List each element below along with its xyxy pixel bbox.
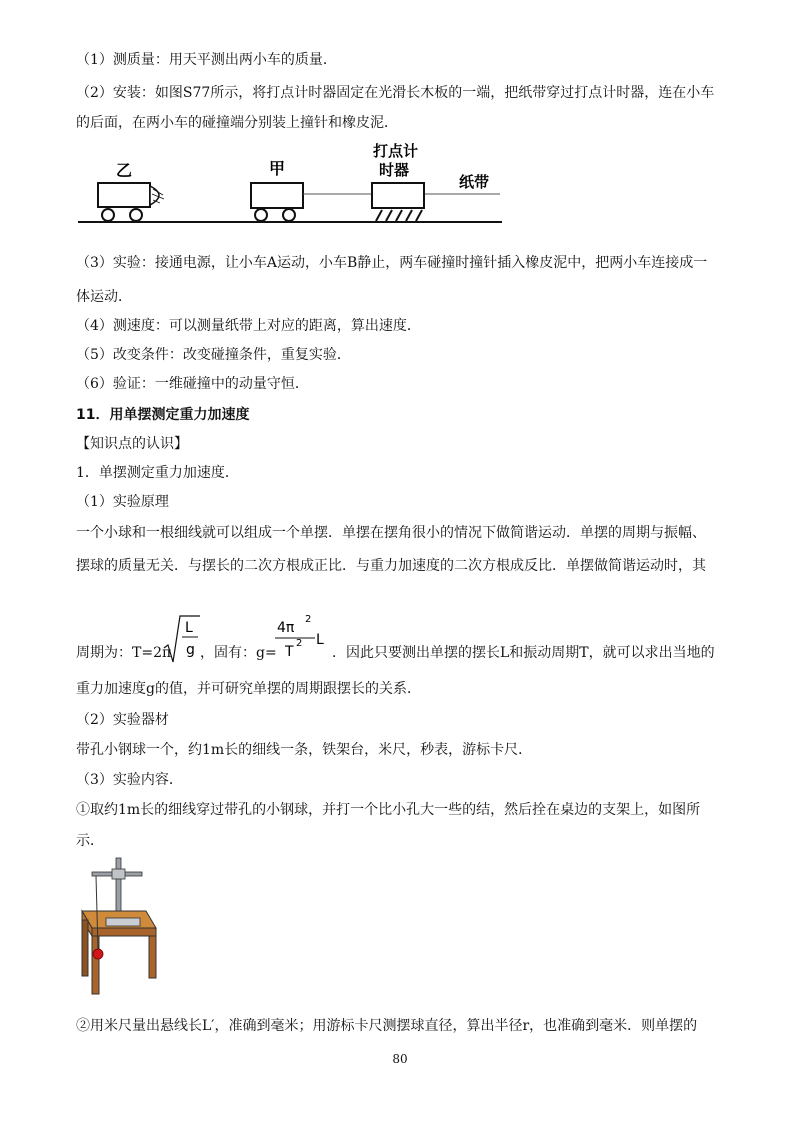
g-denominator-exp: 2 — [296, 638, 303, 649]
g-numerator: 4π — [277, 620, 295, 636]
period-formula-line — [76, 608, 726, 678]
knowledge-point-heading: 【知识点的认识】 — [76, 436, 188, 452]
cart-a-wheel — [283, 209, 295, 221]
step-2-text-cont: 的后面，在两小车的碰撞端分别装上撞针和橡皮泥． — [76, 115, 398, 131]
g-tail: L — [316, 632, 324, 648]
table-leg — [82, 920, 88, 976]
stand-base — [106, 918, 140, 926]
equipment-text: 带孔小钢球一个，约1m长的细线一条，铁架台，米尺，秒表，游标卡尺． — [76, 742, 533, 758]
subsection-1: 1．单摆测定重力加速度． — [76, 465, 239, 481]
sqrt-numerator: L — [185, 620, 193, 636]
clamp — [112, 869, 125, 879]
step-3-text: （3）实验：接通电源，让小车A运动，小车B静止，两车碰撞时撞针插入橡皮泥中，把两小车连接成一 — [76, 255, 708, 271]
procedure-step-2: ②用米尺量出悬线长L′，准确到毫米；用游标卡尺测摆球直径，算出半径r，也准确到毫米．则单摆的 — [76, 1018, 698, 1034]
cart-a-label: 甲 — [269, 159, 286, 178]
timer-label-1: 打点计 — [373, 142, 419, 160]
step-5-text: （5）改变条件：改变碰撞条件，重复实验． — [76, 347, 351, 363]
cart-a-wheel — [255, 209, 267, 221]
collision-apparatus-figure — [76, 142, 506, 232]
timer-body — [372, 183, 424, 208]
cart-b-body — [98, 183, 150, 207]
cart-a-body — [251, 183, 303, 208]
cart-b-label: 乙 — [116, 161, 133, 180]
page-number: 80 — [392, 1052, 408, 1066]
table-apron — [92, 928, 156, 936]
principle-text-1: 一个小球和一根细线就可以组成一个单摆．单摆在摆角很小的情况下做简谐运动．单摆的周期与振幅、 — [76, 525, 706, 541]
timer-legs — [376, 210, 422, 221]
formula-prefix: 周期为：T=2π — [76, 645, 172, 661]
step-3-text-cont: 体运动． — [76, 289, 132, 305]
step-4-text: （4）测速度：可以测量纸带上对应的距离，算出速度． — [76, 318, 421, 334]
sqrt-formula — [162, 610, 202, 666]
pendulum-ball — [93, 949, 103, 959]
formula-mid: ，固有：g= — [200, 645, 277, 661]
step-2-text: （2）安装：如图S77所示，将打点计时器固定在光滑长木板的一端，把纸带穿过打点计时器，连在小车 — [76, 85, 715, 101]
section-heading-11: 11．用单摆测定重力加速度 — [76, 407, 250, 423]
table-leg — [149, 936, 156, 978]
cart-b-wheel — [130, 209, 142, 221]
principle-text-2: 摆球的质量无关．与摆长的二次方根成正比．与重力加速度的二次方根成反比．单摆做简谐运动时，其 — [76, 558, 706, 574]
g-formula — [271, 608, 331, 668]
step-6-text: （6）验证：一维碰撞中的动量守恒． — [76, 376, 309, 392]
cart-b-wheel — [102, 209, 114, 221]
formula-suffix: ．因此只要测出单摆的摆长L和振动周期T，就可以求出当地的 — [332, 645, 715, 661]
procedure-step-1: ①取约1m长的细线穿过带孔的小钢球，并打一个比小孔大一些的结，然后拴在桌边的支架上，如图所 — [76, 802, 701, 818]
g-numerator-exp: 2 — [305, 614, 312, 625]
procedure-step-1-cont: 示． — [76, 833, 104, 849]
pendulum-table-figure — [76, 856, 166, 996]
timer-label-2: 时器 — [379, 161, 410, 179]
step-1-text: （1）测质量：用天平测出两小车的质量． — [76, 52, 337, 68]
sqrt-denominator: g — [186, 642, 195, 658]
principle-text-3: 重力加速度g的值，并可研究单摆的周期跟摆长的关系． — [76, 681, 421, 697]
tape-label: 纸带 — [459, 173, 490, 191]
equipment-heading: （2）实验器材 — [76, 712, 169, 728]
principle-heading: （1）实验原理 — [76, 494, 169, 510]
procedure-heading: （3）实验内容． — [76, 772, 183, 788]
g-denominator: T — [285, 644, 294, 660]
